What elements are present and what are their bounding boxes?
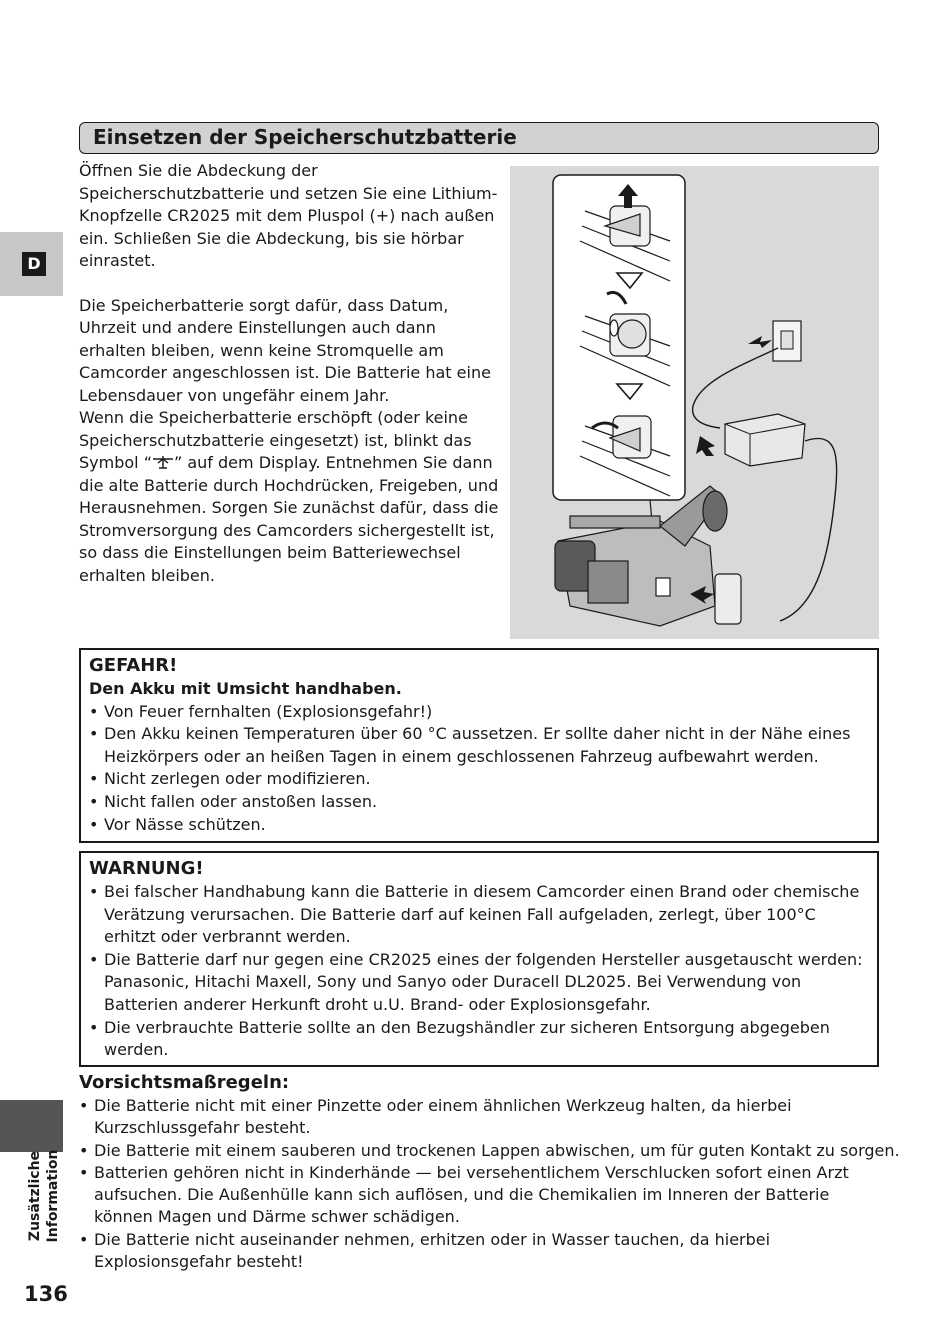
precaution-item <box>79 1162 889 1229</box>
precautions-section <box>79 1071 900 1273</box>
warning-box <box>79 851 879 1067</box>
danger-item: • Den Akku keinen Temperaturen über 60 °C aussetzen. Er sollte daher nicht in der Nähe eines Heizkörpers oder an heißen Tagen in einem geschlossenen Fahrzeug aufbewahrt werden. <box>89 723 869 768</box>
precaution-item <box>79 1095 889 1140</box>
precaution-line: können Magen und Därme schwer schädigen. <box>94 1207 460 1227</box>
battery-installation-illustration <box>510 166 879 639</box>
intro-paragraph-1: Öffnen Sie die Abdeckung der Speicherschutzbatterie und setzen Sie eine Lithium-Knopfzelle CR2025 mit dem Pluspol (+) nach außen ein. Schließen Sie die Abdeckung, bis sie hörbar einrastet. <box>79 161 498 270</box>
danger-box <box>79 648 879 843</box>
intro-paragraph-2b-start: Wenn die Speicherbatterie erschöpft (oder keine Speicherschutzbatterie eingesetzt) ist, blinkt das Symbol “ <box>79 408 472 472</box>
illustration-drawing <box>510 166 879 639</box>
warning-list <box>89 881 869 1062</box>
warning-heading: WARNUNG! <box>89 858 204 879</box>
danger-item: • Nicht fallen oder anstoßen lassen. <box>89 791 869 814</box>
language-tab <box>0 232 63 296</box>
precaution-line: aufsuchen. Die Außenhülle kann sich auflösen, und die Chemikalien im Inneren der Batterie <box>94 1185 830 1205</box>
danger-list <box>89 701 869 837</box>
intro-paragraph-2b-end: ” auf dem Display. Entnehmen Sie dann die alte Batterie durch Hochdrücken, Freigeben, und Herausnehmen. Sorgen Sie zunächst dafür, dass die Stromversorgung des Camcorders sichergestellt ist, so dass die Einstellungen beim Batteriewechsel erhalten bleiben. <box>79 453 499 585</box>
precaution-line: Die Batterie mit einem sauberen und trockenen Lappen abwischen, um für guten Kontakt zu sorgen. <box>94 1140 900 1160</box>
section-title: Einsetzen der Speicherschutzbatterie <box>79 122 879 154</box>
danger-item: • Nicht zerlegen oder modifizieren. <box>89 768 869 791</box>
danger-item: • Vor Nässe schützen. <box>89 814 869 837</box>
danger-subheading: Den Akku mit Umsicht handhaben. <box>89 679 402 698</box>
precaution-line: Die Batterie nicht mit einer Pinzette oder einem ähnlichen Werkzeug halten, da hierbei <box>94 1096 792 1115</box>
warning-item: • Die Batterie darf nur gegen eine CR2025 eines der folgenden Hersteller ausgetauscht werden: Panasonic, Hitachi Maxell, Sony und Sanyo oder Duracell DL2025. Bei Verwendung von Batterien anderer Herkunft droht u.U. Brand- oder Explosionsgefahr. <box>89 949 869 1017</box>
danger-heading: GEFAHR! <box>89 655 178 676</box>
intro-paragraph-2 <box>79 295 504 588</box>
side-label-line2: Information <box>45 1149 61 1243</box>
intro-paragraph-2a: Die Speicherbatterie sorgt dafür, dass Datum, Uhrzeit und andere Einstellungen auch dann erhalten bleiben, wenn keine Stromquelle am Camcorder angeschlossen ist. Die Batterie hat eine Lebensdauer von ungefähr einem Jahr. <box>79 295 491 405</box>
precautions-heading: Vorsichtsmaßregeln: <box>79 1072 290 1093</box>
precaution-line: Kurzschlussgefahr besteht. <box>94 1118 311 1138</box>
page-number: 136 <box>24 1282 68 1306</box>
side-label-line1: Zusätzliche <box>27 1150 43 1242</box>
precautions-list <box>79 1095 900 1273</box>
section-side-label <box>26 1136 70 1256</box>
precaution-line: Die Batterie nicht auseinander nehmen, erhitzen oder in Wasser tauchen, da hierbei <box>94 1229 771 1249</box>
warning-item: • Bei falscher Handhabung kann die Batterie in diesem Camcorder einen Brand oder chemische Verätzung verursachen. Die Batterie darf auf keinen Fall aufgeladen, zerlegt, über 100°C erhitzt oder verbrannt werden. <box>89 881 869 949</box>
language-tab-letter: D <box>22 252 46 276</box>
danger-item: • Von Feuer fernhalten (Explosionsgefahr!) <box>89 701 869 724</box>
precaution-line: Explosionsgefahr besteht! <box>94 1252 304 1272</box>
precaution-item <box>79 1229 889 1274</box>
precaution-line: Batterien gehören nicht in Kinderhände — bei versehentlichem Verschlucken sofort einen Arzt <box>94 1162 849 1182</box>
warning-item: • Die verbrauchte Batterie sollte an den Bezugshändler zur sicheren Entsorgung abgegeben werden. <box>89 1017 869 1062</box>
intro-text <box>79 160 504 587</box>
battery-symbol-icon <box>152 453 174 472</box>
precaution-item <box>79 1140 900 1162</box>
